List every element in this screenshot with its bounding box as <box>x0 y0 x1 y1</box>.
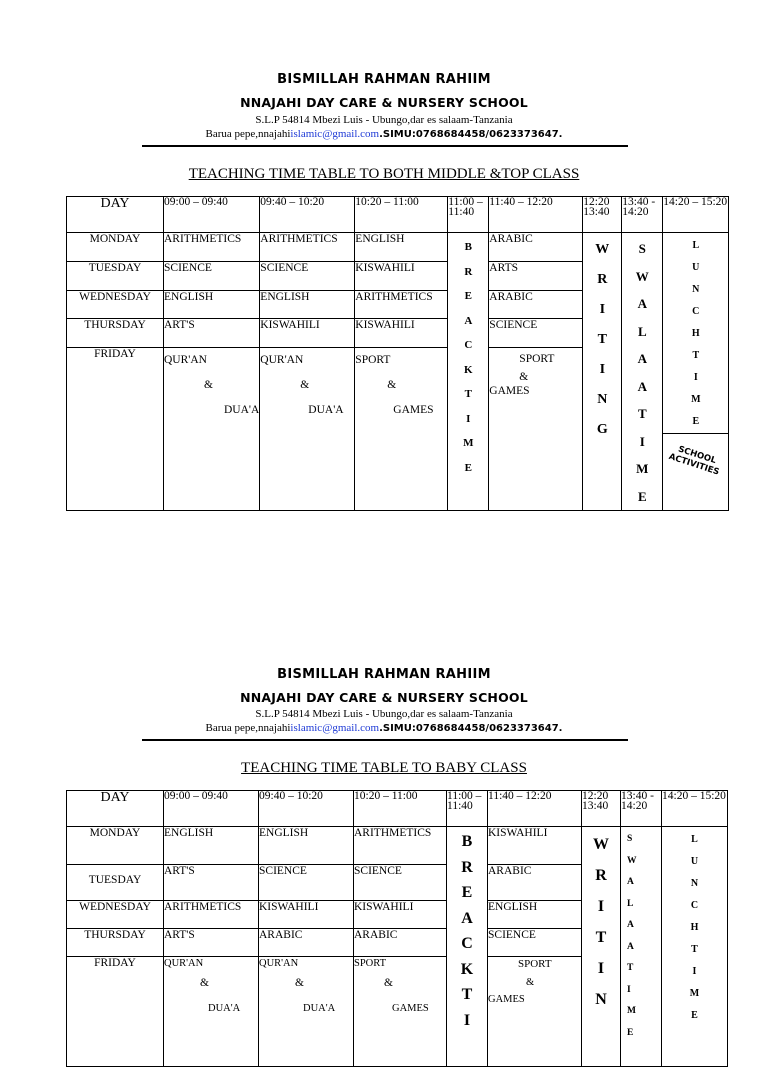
subject-cell: ENGLISH <box>355 233 448 262</box>
timetable-title: TEACHING TIME TABLE TO BABY CLASS <box>241 760 527 776</box>
swalaa-letter: W <box>627 855 637 866</box>
swalaa-letter: A <box>627 941 634 952</box>
school-contact <box>0 128 768 140</box>
break-letter: E <box>461 884 473 901</box>
friday-line: DUA'A <box>224 404 260 417</box>
lunch-letter: I <box>692 966 697 977</box>
subject-cell: ARABIC <box>259 929 354 957</box>
day-monday: MONDAY <box>67 827 164 865</box>
lunch-letter: H <box>690 922 699 933</box>
friday-line: & <box>519 371 529 384</box>
lunch-letter: I <box>693 372 698 383</box>
swalaa-time-column <box>621 827 662 1067</box>
break-letter: B <box>461 833 473 850</box>
writing-letter: R <box>597 272 608 287</box>
friday-cell <box>489 348 583 511</box>
lunch-letter: C <box>690 900 699 911</box>
contact-phone: .SIMU:0768684458/0623373647. <box>379 129 563 140</box>
subject-cell: SCIENCE <box>259 865 354 901</box>
friday-line: QUR'AN <box>164 354 207 367</box>
swalaa-letter: A <box>637 351 647 366</box>
day-friday: FRIDAY <box>67 348 164 511</box>
subject-cell: KISWAHILI <box>260 319 355 348</box>
writing-letter: I <box>597 960 605 977</box>
contact-email-link[interactable]: islamic@gmail.com <box>290 128 380 140</box>
writing-letter: T <box>595 929 607 946</box>
subject-cell: ARABIC <box>489 233 583 262</box>
break-letter: A <box>464 314 473 327</box>
writing-letter: W <box>593 836 609 853</box>
subject-cell: ART'S <box>164 319 260 348</box>
bismillah-heading: BISMILLAH RAHMAN RAHIIM <box>277 72 491 87</box>
swalaa-letter: T <box>627 963 634 973</box>
swalaa-time-column <box>622 233 663 511</box>
lunch-letter: T <box>691 944 698 955</box>
break-letter: A <box>461 909 473 927</box>
break-letter: C <box>461 935 473 952</box>
break-letter: T <box>461 986 473 1003</box>
break-letter: T <box>464 388 472 400</box>
writing-letter: W <box>595 242 610 257</box>
school-address: S.L.P 54814 Mbezi Luis - Ubungo,dar es salaam-Tanzania <box>255 708 513 720</box>
lunch-time-block <box>663 233 728 434</box>
subject-cell: ARITHMETICS <box>355 290 448 319</box>
subject-cell: ENGLISH <box>164 827 259 865</box>
break-letter: I <box>463 1011 471 1029</box>
subject-cell: KISWAHILI <box>355 261 448 290</box>
writing-column <box>583 233 622 511</box>
swalaa-letter: W <box>635 268 649 284</box>
time-slot: 13:40 - 14:20 <box>622 197 663 233</box>
writing-letter: N <box>595 991 607 1008</box>
school-activities-label: SCHOOL ACTIVITIES <box>667 444 721 478</box>
friday-cell <box>355 348 448 511</box>
lunch-letter: U <box>692 262 700 273</box>
friday-line: GAMES <box>393 404 434 417</box>
subject-cell: SCIENCE <box>488 929 582 957</box>
friday-line: & <box>526 977 535 988</box>
lunch-time-column <box>662 827 728 1067</box>
timetable-grid <box>66 196 729 511</box>
friday-line: & <box>384 977 393 989</box>
swalaa-letter: A <box>627 877 634 887</box>
friday-line: GAMES <box>392 1003 429 1014</box>
lunch-letter: M <box>689 988 700 999</box>
friday-line: GAMES <box>489 385 530 398</box>
swalaa-letter: A <box>637 378 647 394</box>
subject-cell: ENGLISH <box>259 827 354 865</box>
subject-cell: ARITHMETICS <box>164 901 259 929</box>
break-time-column <box>448 233 489 511</box>
writing-letter: N <box>597 392 608 407</box>
writing-letter: I <box>599 302 606 317</box>
swalaa-letter: M <box>627 1006 636 1016</box>
friday-line: DUA'A <box>208 1003 241 1014</box>
swalaa-letter: I <box>639 433 645 449</box>
swalaa-letter: S <box>627 834 633 844</box>
break-letter: M <box>463 437 474 449</box>
lunch-letter: C <box>692 306 700 317</box>
break-letter: B <box>464 241 472 253</box>
subject-cell: ARABIC <box>489 290 583 319</box>
friday-line: DUA'A <box>303 1003 336 1014</box>
header-divider <box>142 739 628 741</box>
friday-line: SPORT <box>355 354 391 367</box>
time-slot: 13:40 - 14:20 <box>621 791 662 827</box>
bismillah-heading: BISMILLAH RAHMAN RAHIIM <box>277 667 491 682</box>
day-thursday: THURSDAY <box>67 929 164 957</box>
subject-cell: KISWAHILI <box>259 901 354 929</box>
timetable-title: TEACHING TIME TABLE TO BOTH MIDDLE &TOP CLASS <box>188 166 580 182</box>
subject-cell: ART'S <box>164 929 259 957</box>
subject-cell: KISWAHILI <box>488 827 582 865</box>
subject-cell: ARABIC <box>488 865 582 901</box>
friday-line: & <box>204 379 213 392</box>
break-letter: I <box>466 412 471 425</box>
subject-cell: SCIENCE <box>260 261 355 290</box>
subject-cell: KISWAHILI <box>354 901 447 929</box>
subject-cell: ARITHMETICS <box>164 233 260 262</box>
lunch-letter: M <box>691 394 701 405</box>
time-slot: 11:00 – 11:40 <box>447 791 488 827</box>
contact-email-link[interactable]: islamic@gmail.com <box>290 722 380 734</box>
subject-cell: SCIENCE <box>489 319 583 348</box>
day-wednesday: WEDNESDAY <box>67 290 164 319</box>
header-divider <box>142 145 628 147</box>
swalaa-letter: L <box>637 323 647 339</box>
time-slot: 10:20 – 11:00 <box>355 197 448 233</box>
day-monday: MONDAY <box>67 233 164 262</box>
break-time-column <box>447 827 488 1067</box>
subject-cell: KISWAHILI <box>355 319 448 348</box>
timetable-grid <box>66 790 728 1067</box>
lunch-letter: U <box>690 856 699 867</box>
lunch-time-column <box>663 233 729 511</box>
friday-line: & <box>387 379 397 392</box>
lunch-letter: E <box>691 1010 698 1021</box>
school-address: S.L.P 54814 Mbezi Luis - Ubungo,dar es salaam-Tanzania <box>255 114 513 126</box>
lunch-letter: E <box>692 416 700 427</box>
friday-cell <box>260 348 355 511</box>
swalaa-letter: L <box>627 898 634 909</box>
subject-cell: ENGLISH <box>260 290 355 319</box>
subject-cell: ARTS <box>489 261 583 290</box>
day-header: DAY <box>67 791 164 827</box>
swalaa-letter: E <box>637 488 647 504</box>
friday-cell <box>164 957 259 1067</box>
friday-cell <box>164 348 260 511</box>
day-tuesday: TUESDAY <box>67 865 164 901</box>
table-row <box>67 233 729 262</box>
writing-letter: R <box>595 867 607 884</box>
time-slot: 11:00 – 11:40 <box>448 197 489 233</box>
friday-cell <box>488 957 582 1067</box>
break-letter: E <box>464 461 472 474</box>
time-slot: 14:20 – 15:20 <box>663 197 729 233</box>
contact-phone: .SIMU:0768684458/0623373647. <box>379 723 563 734</box>
subject-cell: SCIENCE <box>164 261 260 290</box>
day-thursday: THURSDAY <box>67 319 164 348</box>
contact-prefix: Barua pepe,nnajahi <box>205 128 291 140</box>
friday-line: & <box>200 977 209 989</box>
break-letter: C <box>464 339 473 351</box>
break-letter: R <box>464 265 473 278</box>
day-header: DAY <box>67 197 164 233</box>
friday-line: DUA'A <box>308 404 344 417</box>
school-name: NNAJAHI DAY CARE & NURSERY SCHOOL <box>240 95 528 110</box>
lunch-letter: N <box>690 878 699 889</box>
time-slot: 14:20 – 15:20 <box>662 791 728 827</box>
school-contact <box>0 722 768 734</box>
time-slot: 09:00 – 09:40 <box>164 197 260 233</box>
friday-line: SPORT <box>354 958 387 969</box>
break-letter: R <box>461 858 473 876</box>
swalaa-letter: S <box>638 241 646 256</box>
friday-cell <box>354 957 447 1067</box>
day-friday: FRIDAY <box>67 957 164 1067</box>
subject-cell: ARITHMETICS <box>354 827 447 865</box>
friday-line: QUR'AN <box>260 354 304 367</box>
friday-line: QUR'AN <box>164 958 204 969</box>
friday-line: GAMES <box>488 994 525 1005</box>
break-letter: E <box>464 290 472 302</box>
friday-line: SPORT <box>519 353 555 366</box>
subject-cell: ARITHMETICS <box>260 233 355 262</box>
time-slot: 11:40 – 12:20 <box>488 791 582 827</box>
writing-letter: T <box>597 332 607 347</box>
break-letter: K <box>464 363 473 376</box>
day-tuesday: TUESDAY <box>67 261 164 290</box>
friday-cell <box>259 957 354 1067</box>
subject-cell: ENGLISH <box>488 901 582 929</box>
lunch-letter: L <box>692 240 700 251</box>
subject-cell: ARABIC <box>354 929 447 957</box>
swalaa-letter: A <box>637 296 647 311</box>
swalaa-letter: E <box>627 1027 634 1038</box>
break-letter: K <box>460 960 474 978</box>
lunch-letter: H <box>691 328 700 339</box>
friday-line: & <box>300 379 310 392</box>
writing-letter: I <box>599 362 606 377</box>
swalaa-letter: A <box>627 920 634 930</box>
subject-cell: ENGLISH <box>164 290 260 319</box>
subject-cell: ART'S <box>164 865 259 901</box>
time-slot: 11:40 – 12:20 <box>489 197 583 233</box>
swalaa-letter: I <box>627 984 631 995</box>
writing-letter: I <box>597 898 605 915</box>
day-wednesday: WEDNESDAY <box>67 901 164 929</box>
school-name: NNAJAHI DAY CARE & NURSERY SCHOOL <box>240 690 528 705</box>
writing-column <box>582 827 621 1067</box>
writing-letter: G <box>596 422 608 437</box>
swalaa-letter: T <box>637 406 647 421</box>
time-slot: 12:20 13:40 <box>583 197 622 233</box>
lunch-letter: T <box>692 350 700 361</box>
time-slot: 09:40 – 10:20 <box>259 791 354 827</box>
subject-cell: SCIENCE <box>354 865 447 901</box>
lunch-letter: N <box>692 284 700 295</box>
swalaa-letter: M <box>636 461 649 476</box>
table-row <box>67 827 728 865</box>
friday-line: & <box>295 977 304 989</box>
time-slot: 09:40 – 10:20 <box>260 197 355 233</box>
time-slot: 09:00 – 09:40 <box>164 791 259 827</box>
time-slot: 10:20 – 11:00 <box>354 791 447 827</box>
friday-line: QUR'AN <box>259 958 299 969</box>
friday-line: SPORT <box>518 958 552 970</box>
time-slot: 12:20 13:40 <box>582 791 621 827</box>
lunch-letter: L <box>691 834 698 845</box>
contact-prefix: Barua pepe,nnajahi <box>205 722 291 734</box>
